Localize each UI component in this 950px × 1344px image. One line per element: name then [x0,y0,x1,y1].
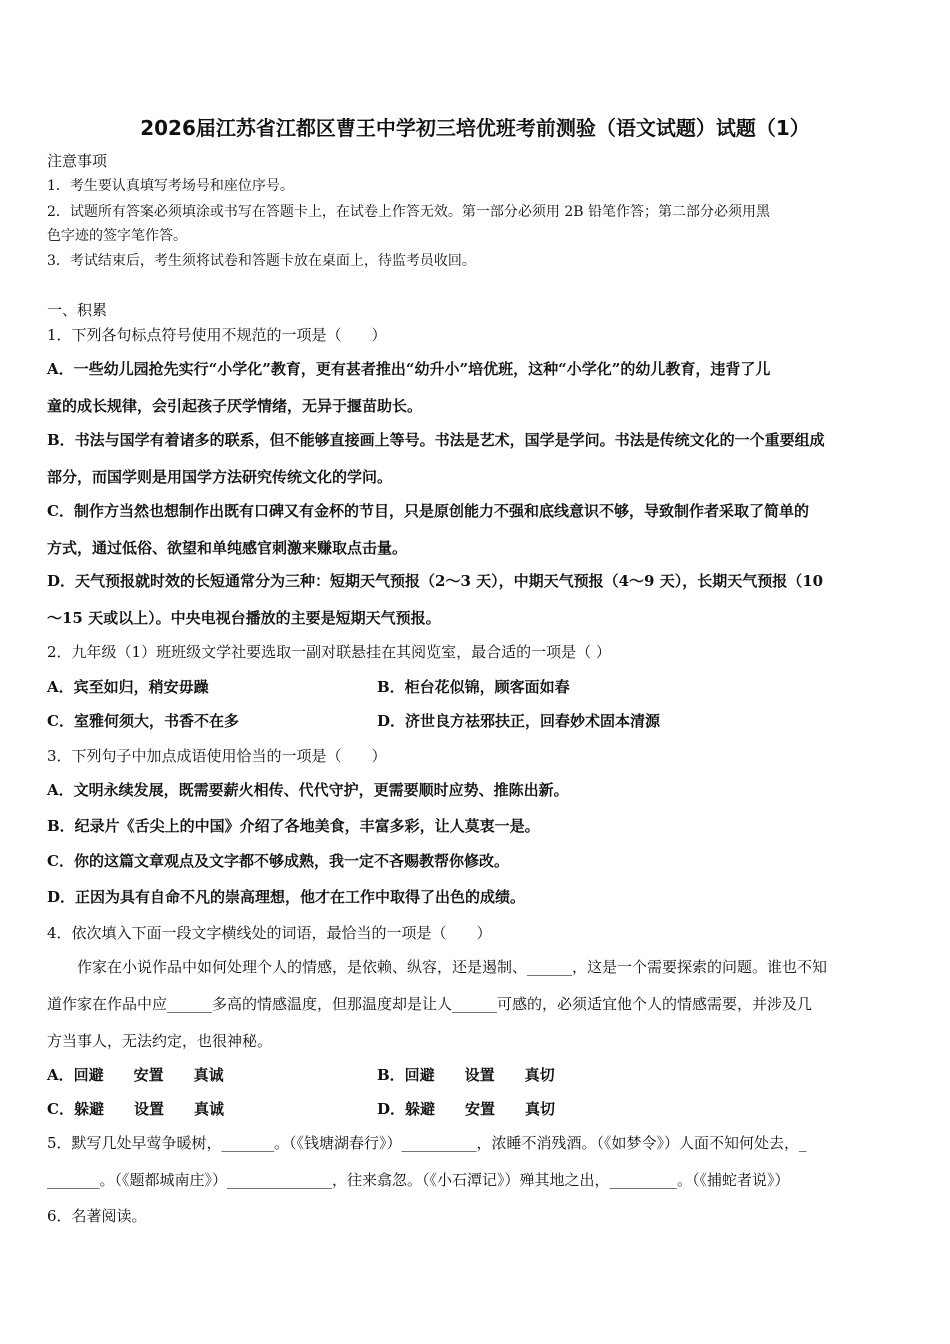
question-3-stem: 3．下列句子中加点成语使用恰当的一项是（ ） [47,747,387,765]
question-1-option-c: C．制作方当然也想制作出既有口碑又有金杯的节目，只是原创能力不强和底线意识不够，导致制作者采取了简单的 [47,502,809,520]
question-1-option-b-cont: 部分，而国学则是用国学方法研究传统文化的学问。 [47,468,393,486]
section-heading: 一、积累 [47,301,108,319]
notice-item: 1．考生要认真填写考场号和座位序号。 [47,178,294,194]
question-1-option-a-cont: 童的成长规律，会引起孩子厌学情绪，无异于揠苗助长。 [47,397,423,415]
question-4-option-d: D．躲避 安置 真切 [377,1100,556,1118]
question-1-option-a: A．一些幼儿园抢先实行“小学化”教育，更有甚者推出“幼升小”培优班，这种“小学化”的幼儿教育，违背了儿 [47,360,771,378]
question-4-passage: 作家在小说作品中如何处理个人的情感，是依赖、纵容，还是遏制、______，这是一个需要探索的问题。谁也不知 [47,958,828,976]
notice-heading: 注意事项 [47,152,108,170]
question-1-option-d-cont: ～15 天或以上）。中央电视台播放的主要是短期天气预报。 [47,609,441,627]
question-2-option-c: C．室雅何须大，书香不在多 [47,712,239,730]
question-4-option-a: A．回避 安置 真诚 [47,1066,224,1084]
question-2-option-b: B．柜台花似锦，顾客面如春 [377,678,570,696]
question-2-stem: 2．九年级（1）班班级文学社要选取一副对联悬挂在其阅览室，最合适的一项是（ ） [47,643,611,661]
question-3-option-a: A．文明永续发展，既需要薪火相传、代代守护，更需要顺时应势、推陈出新。 [47,781,569,799]
question-2-option-d: D．济世良方祛邪扶正，回春妙术固本清源 [377,712,661,730]
question-4-option-b: B．回避 设置 真切 [377,1066,555,1084]
question-1-option-c-cont: 方式，通过低俗、欲望和单纯感官刺激来赚取点击量。 [47,539,408,557]
notice-item: 3．考试结束后，考生须将试卷和答题卡放在桌面上，待监考员收回。 [47,253,476,269]
notice-item: 2．试题所有答案必须填涂或书写在答题卡上，在试卷上作答无效。第一部分必须用 2B 铅笔作答；第二部分必须用黑 [47,204,770,220]
question-5-text-cont: _______。（《题都城南庄》）______________，往来翕忽。（《小石潭记》）殚其地之出，_________。（《捕蛇者说》） [47,1171,790,1189]
question-3-option-d: D．正因为具有自命不凡的崇高理想，他才在工作中取得了出色的成绩。 [47,888,526,906]
question-3-option-c: C．你的这篇文章观点及文字都不够成熟，我一定不吝赐教帮你修改。 [47,852,509,870]
question-5-text: 5．默写几处早莺争暖树，_______。（《钱塘湖春行》）__________，浓睡不消残酒。（《如梦令》）人面不知何处去，_ [47,1134,807,1152]
question-4-option-c: C．躲避 设置 真诚 [47,1100,224,1118]
question-4-passage: 方当事人，无法约定，也很神秘。 [47,1032,273,1050]
question-6-stem: 6．名著阅读。 [47,1207,147,1225]
question-1-option-d: D．天气预报就时效的长短通常分为三种：短期天气预报（2～3 天），中期天气预报（4～9 天），长期天气预报（10 [47,572,824,590]
notice-item: 色字迹的签字笔作答。 [47,228,187,244]
question-1-option-b: B．书法与国学有着诸多的联系，但不能够直接画上等号。书法是艺术，国学是学问。书法是传统文化的一个重要组成 [47,431,825,449]
question-3-option-b: B．纪录片《舌尖上的中国》介绍了各地美食，丰富多彩，让人莫衷一是。 [47,817,540,835]
question-1-stem: 1．下列各句标点符号使用不规范的一项是（ ） [47,326,387,344]
question-4-stem: 4．依次填入下面一段文字横线处的词语，最恰当的一项是（ ） [47,924,492,942]
question-4-passage: 道作家在作品中应______多高的情感温度，但那温度却是让人______可感的，必须适宜他个人的情感需要，并涉及几 [47,995,813,1013]
page-title: 2026届江苏省江都区曹王中学初三培优班考前测验（语文试题）试题（1） [140,116,810,140]
question-2-option-a: A．宾至如归，稍安毋躁 [47,678,209,696]
